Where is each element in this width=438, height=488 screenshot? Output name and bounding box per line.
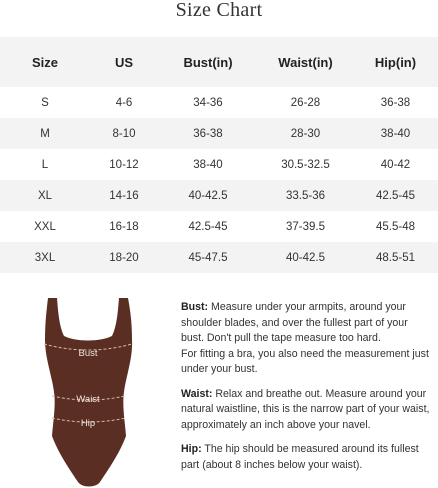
waist-label: Waist bbox=[76, 394, 100, 405]
measurement-notes bbox=[181, 300, 431, 482]
cell-us: 8-10 bbox=[90, 118, 158, 149]
header-bust: Bust(in) bbox=[158, 37, 258, 87]
bodysuit-illustration bbox=[28, 292, 150, 488]
cell-us: 16-18 bbox=[90, 211, 158, 242]
bodysuit-figure bbox=[28, 292, 150, 488]
waist-note bbox=[181, 387, 431, 434]
cell-size: L bbox=[0, 149, 90, 180]
cell-size: XXL bbox=[0, 211, 90, 242]
bust-label: Bust bbox=[78, 348, 98, 359]
cell-size: XL bbox=[0, 180, 90, 211]
cell-bust: 38-40 bbox=[158, 149, 258, 180]
cell-us: 4-6 bbox=[90, 87, 158, 118]
cell-hip: 40-42 bbox=[353, 149, 438, 180]
cell-size: M bbox=[0, 118, 90, 149]
hip-text: The hip should be measured around its fullest part (about 8 inches below your waist). bbox=[181, 443, 419, 471]
cell-waist: 40-42.5 bbox=[258, 242, 353, 273]
hip-note bbox=[181, 442, 431, 473]
cell-us: 18-20 bbox=[90, 242, 158, 273]
header-hip: Hip(in) bbox=[353, 37, 438, 87]
cell-bust: 42.5-45 bbox=[158, 211, 258, 242]
header-size: Size bbox=[0, 37, 90, 87]
cell-waist: 30.5-32.5 bbox=[258, 149, 353, 180]
cell-bust: 45-47.5 bbox=[158, 242, 258, 273]
table-row bbox=[0, 242, 438, 273]
cell-waist: 37-39.5 bbox=[258, 211, 353, 242]
cell-us: 14-16 bbox=[90, 180, 158, 211]
table-row bbox=[0, 118, 438, 149]
cell-us: 10-12 bbox=[90, 149, 158, 180]
cell-bust: 36-38 bbox=[158, 118, 258, 149]
bust-text: Measure under your armpits, around your shoulder blades, and over the fullest part of your bust. Don't pull the tape measure too hard. bbox=[181, 301, 408, 344]
waist-term: Waist: bbox=[181, 387, 213, 400]
cell-hip: 36-38 bbox=[353, 87, 438, 118]
size-chart-table bbox=[0, 37, 438, 273]
table-row bbox=[0, 180, 438, 211]
cell-waist: 28-30 bbox=[258, 118, 353, 149]
header-us: US bbox=[90, 37, 158, 87]
cell-hip: 45.5-48 bbox=[353, 211, 438, 242]
cell-size: S bbox=[0, 87, 90, 118]
table-row bbox=[0, 211, 438, 242]
table-header-row bbox=[0, 37, 438, 87]
bust-extra-text: For fitting a bra, you also need the measurement just under your bust. bbox=[181, 347, 429, 375]
cell-bust: 40-42.5 bbox=[158, 180, 258, 211]
cell-size: 3XL bbox=[0, 242, 90, 273]
hip-label: Hip bbox=[80, 418, 96, 429]
cell-waist: 26-28 bbox=[258, 87, 353, 118]
cell-waist: 33.5-36 bbox=[258, 180, 353, 211]
bust-note bbox=[181, 300, 431, 378]
cell-hip: 48.5-51 bbox=[353, 242, 438, 273]
bodysuit-shape bbox=[45, 298, 132, 487]
header-waist: Waist(in) bbox=[258, 37, 353, 87]
bust-term: Bust: bbox=[181, 301, 209, 313]
cell-bust: 34-36 bbox=[158, 87, 258, 118]
cell-hip: 38-40 bbox=[353, 118, 438, 149]
table-row bbox=[0, 87, 438, 118]
cell-hip: 42.5-45 bbox=[353, 180, 438, 211]
page-title: Size Chart bbox=[175, 0, 263, 21]
waist-text: Relax and breathe out. Measure around your natural waistline, this is the narrow part of your waist, approximately an inch above your navel. bbox=[181, 387, 430, 431]
hip-term: Hip: bbox=[181, 443, 202, 455]
table-row bbox=[0, 149, 438, 180]
